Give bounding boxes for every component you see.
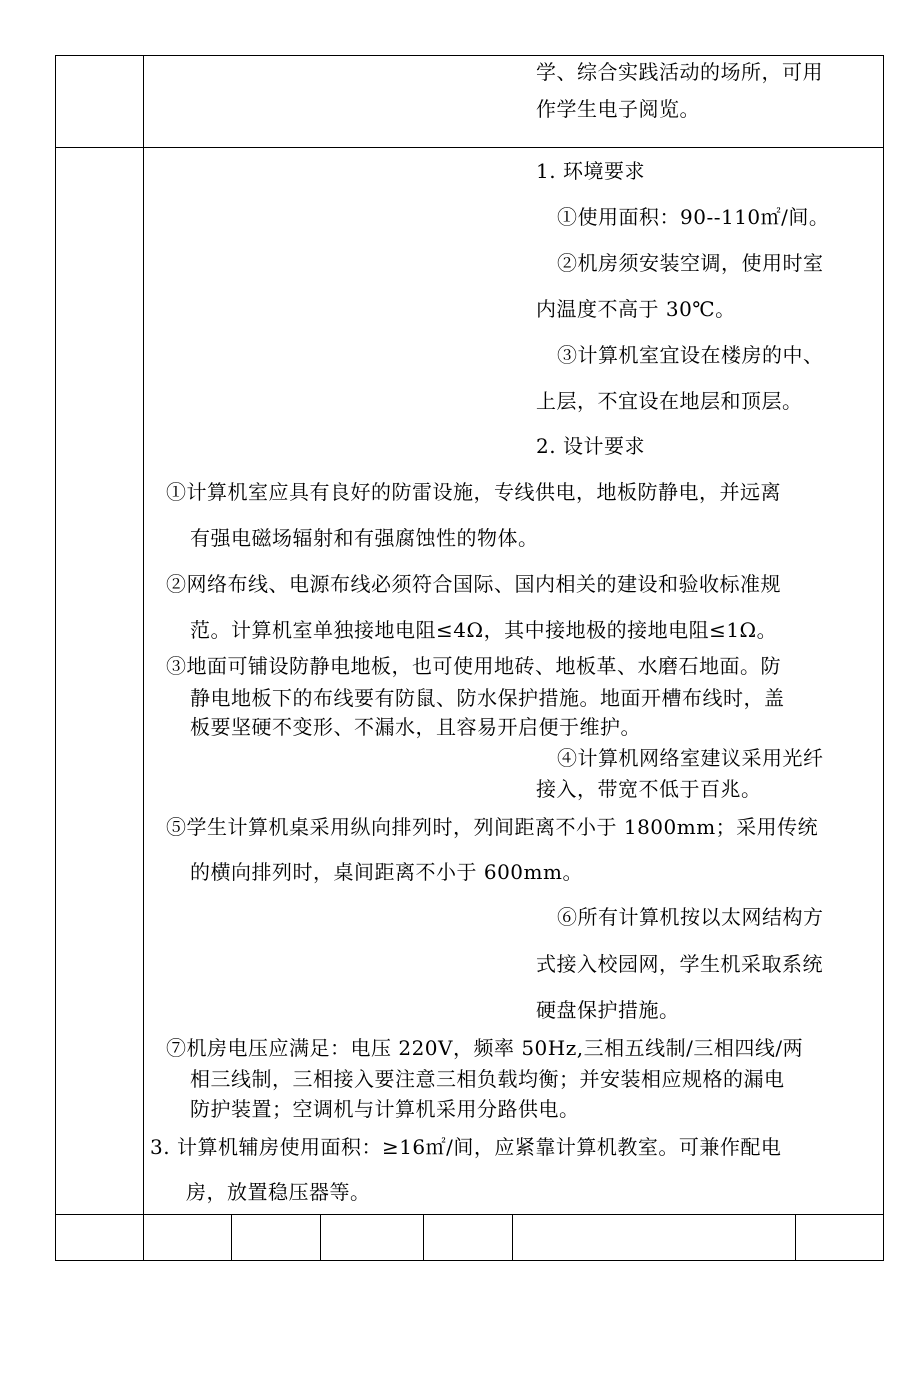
design-line-15: ⑦机房电压应满足：电压 220V，频率 50Hz,三相五线制/三相四线/两 — [166, 1036, 804, 1060]
design-line-17: 防护装置；空调机与计算机采用分路供电。 — [190, 1097, 580, 1121]
bottom-row-divider-a — [231, 1214, 232, 1260]
aux-line-2: 房，放置稳压器等。 — [186, 1180, 371, 1204]
env-item-1: ①使用面积：90--110㎡/间。 — [557, 205, 830, 229]
env-item-2: ②机房须安装空调，使用时室 — [557, 251, 824, 275]
column-divider-1 — [143, 55, 144, 1261]
row1-line-1: 学、综合实践活动的场所，可用 — [536, 60, 823, 84]
table-top-border — [55, 55, 884, 56]
design-heading: 2. 设计要求 — [536, 434, 645, 458]
design-line-6: 静电地板下的布线要有防鼠、防水保护措施。地面开槽布线时，盖 — [190, 686, 785, 710]
design-line-12: ⑥所有计算机按以太网结构方 — [557, 905, 824, 929]
design-line-14: 硬盘保护措施。 — [536, 998, 680, 1022]
table-right-border — [883, 55, 884, 1261]
env-item-2-cont: 内温度不高于 30℃。 — [536, 297, 736, 321]
design-line-4: 范。计算机室单独接地电阻≤4Ω，其中接地极的接地电阻≤1Ω。 — [190, 618, 778, 642]
table-bottom-border — [55, 1260, 884, 1261]
design-line-2: 有强电磁场辐射和有强腐蚀性的物体。 — [190, 526, 539, 550]
bottom-row-divider-e — [795, 1214, 796, 1260]
design-line-11: 的横向排列时，桌间距离不小于 600mm。 — [190, 860, 583, 884]
design-line-5: ③地面可铺设防静电地板，也可使用地砖、地板革、水磨石地面。防 — [166, 654, 781, 678]
design-line-9: 接入，带宽不低于百兆。 — [536, 777, 762, 801]
design-line-1: ①计算机室应具有良好的防雷设施，专线供电，地板防静电，并远离 — [166, 480, 781, 504]
bottom-row-divider-d — [512, 1214, 513, 1260]
design-line-7: 板要坚硬不变形、不漏水，且容易开启便于维护。 — [190, 715, 641, 739]
design-line-13: 式接入校园网，学生机采取系统 — [536, 952, 823, 976]
env-item-3: ③计算机室宜设在楼房的中、 — [557, 343, 824, 367]
row-divider-1 — [55, 147, 884, 148]
bottom-row-divider-c — [423, 1214, 424, 1260]
bottom-row-divider-b — [320, 1214, 321, 1260]
row-divider-2 — [55, 1214, 884, 1215]
env-item-3-cont: 上层，不宜设在地层和顶层。 — [536, 389, 803, 413]
design-line-10: ⑤学生计算机桌采用纵向排列时，列间距离不小于 1800mm；采用传统 — [166, 815, 819, 839]
table-left-border — [55, 55, 56, 1261]
design-line-16: 相三线制，三相接入要注意三相负载均衡；并安装相应规格的漏电 — [190, 1067, 785, 1091]
env-heading: 1. 环境要求 — [536, 159, 645, 183]
row1-line-2: 作学生电子阅览。 — [536, 97, 700, 121]
design-line-3: ②网络布线、电源布线必须符合国际、国内相关的建设和验收标准规 — [166, 572, 781, 596]
aux-line-1: 3. 计算机辅房使用面积：≥16㎡/间，应紧靠计算机教室。可兼作配电 — [150, 1135, 782, 1159]
design-line-8: ④计算机网络室建议采用光纤 — [557, 746, 824, 770]
